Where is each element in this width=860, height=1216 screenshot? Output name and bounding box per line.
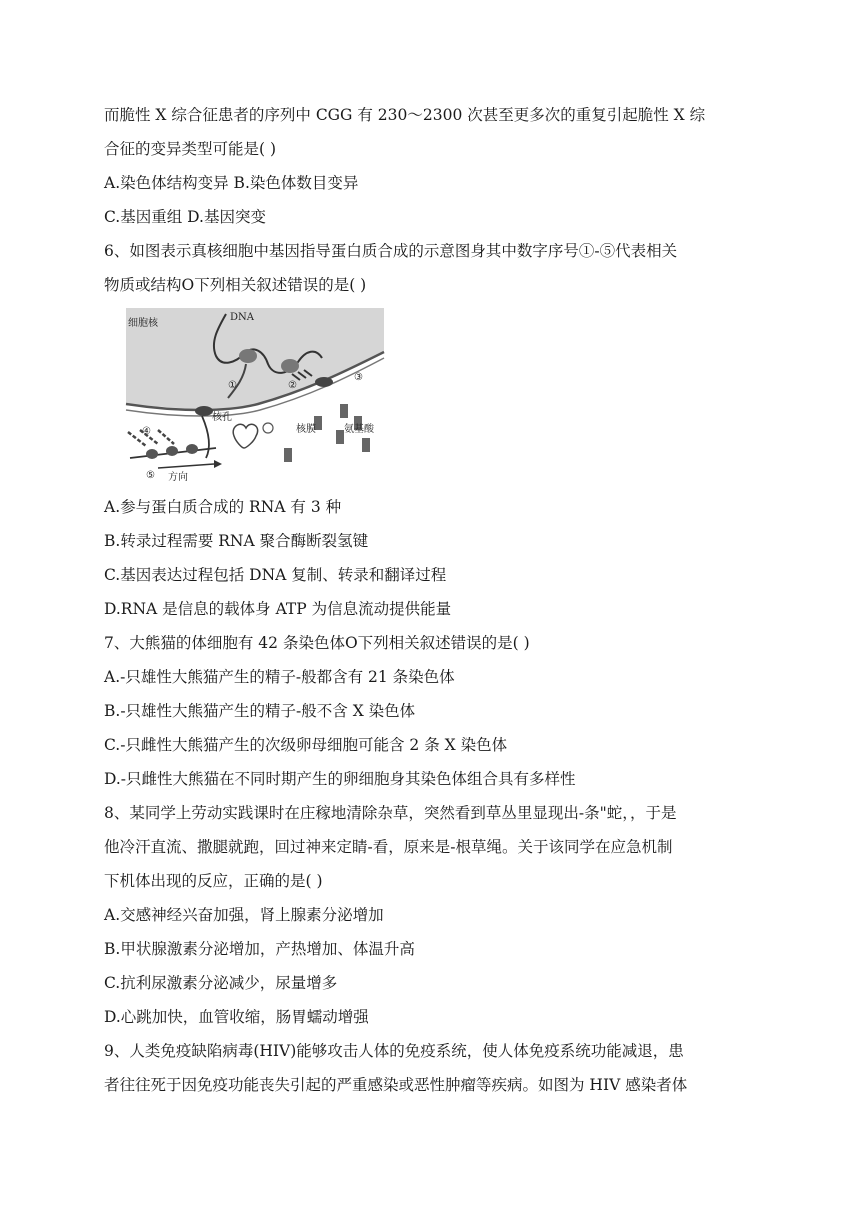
ribosome-2 [166,446,178,456]
option-a-q8: A.交感神经兴奋加强，肾上腺素分泌增加 [104,906,384,924]
label-circled-2: ② [288,380,297,391]
ribosome-1 [146,449,158,459]
text-line-1: 而脆性 X 综合征患者的序列中 CGG 有 230～2300 次甚至更多次的重复引起脆性 X 综 [104,106,706,124]
option-d-q8: D.心跳加快，血管收缩，肠胃蠕动增强 [104,1008,369,1026]
label-circled-1: ① [228,380,237,391]
question-8-line-2: 他冷汗直流、撒腿就跑，回过神来定睛-看，原来是-根草绳。关于该同学在应急机制 [104,838,673,856]
option-c-q5: C.基因重组 D.基因突变 [104,208,266,226]
polymerase-1 [239,349,257,363]
question-7: 7、大熊猫的体细胞有 42 条染色体O下列相关叙述错误的是( ) [104,634,530,652]
amino-acid-1 [340,404,348,418]
polymerase-2 [281,359,299,373]
amino-acid-4 [362,438,370,452]
option-c-q6: C.基因表达过程包括 DNA 复制、转录和翻译过程 [104,566,447,584]
label-direction: 方向 [168,472,188,483]
mrna-cytoplasm [202,416,209,458]
label-dna: DNA [230,312,254,323]
question-6-line-1: 6、如图表示真核细胞中基因指导蛋白质合成的示意图身其中数字序号①-⑤代表相关 [104,242,678,260]
label-circled-5: ⑤ [146,470,155,481]
question-8-line-3: 下机体出现的反应，正确的是( ) [104,872,323,890]
gene-expression-figure [118,308,392,486]
ribosome-3 [186,444,198,454]
option-b-q8: B.甲状腺激素分泌增加，产热增加、体温升高 [104,940,415,958]
label-circled-3: ③ [354,372,363,383]
text-line-2: 合征的变异类型可能是( ) [104,140,277,158]
trna-icon [233,424,257,448]
question-8-line-1: 8、某同学上劳动实践课时在庄稼地清除杂草，突然看到草丛里显现出-条"蛇，，于是 [104,804,677,822]
option-d-q7: D.-只雌性大熊猫在不同时期产生的卵细胞身其染色体组合具有多样性 [104,770,576,788]
amino-acid-5 [284,448,292,462]
option-b-q7: B.-只雄性大熊猫产生的精子-般不含 X 染色体 [104,702,416,720]
option-a-q7: A.-只雄性大熊猫产生的精子-般都含有 21 条染色体 [104,668,455,686]
direction-arrowhead [214,460,222,468]
label-amino-acid: 氨基酸 [344,424,374,435]
option-b-q6: B.转录过程需要 RNA 聚合酶断裂氢键 [104,532,369,550]
question-9-line-2: 者往往死于因免疫功能丧失引起的严重感染或恶性肿瘤等疾病。如图为 HIV 感染者体 [104,1076,688,1094]
nuclear-pore-2 [315,377,333,387]
label-nucleus: 细胞核 [128,318,158,329]
option-d-q6: D.RNA 是信息的载体身 ATP 为信息流动提供能量 [104,600,452,618]
direction-arrow-line [158,464,214,468]
vesicle-icon [263,423,273,433]
option-c-q8: C.抗利尿激素分泌减少，尿量增多 [104,974,338,992]
label-nuclear-membrane: 核膜 [296,424,316,435]
question-9-line-1: 9、人类免疫缺陷病毒(HIV)能够攻击人体的免疫系统，使人体免疫系统功能减退，患 [104,1042,684,1060]
polypeptide-chains [128,430,174,446]
question-6-line-2: 物质或结构O下列相关叙述错误的是( ) [104,276,367,294]
label-nuclear-pore: 核孔 [212,412,232,423]
option-c-q7: C.-只雌性大熊猫产生的次级卵母细胞可能含 2 条 X 染色体 [104,736,508,754]
option-a-q6: A.参与蛋白质合成的 RNA 有 3 种 [104,498,342,516]
label-circled-4: ④ [142,426,151,437]
amino-acid-3 [336,430,344,444]
nuclear-pore-1 [195,406,213,416]
option-a-q5: A.染色体结构变异 B.染色体数目变异 [104,174,359,192]
